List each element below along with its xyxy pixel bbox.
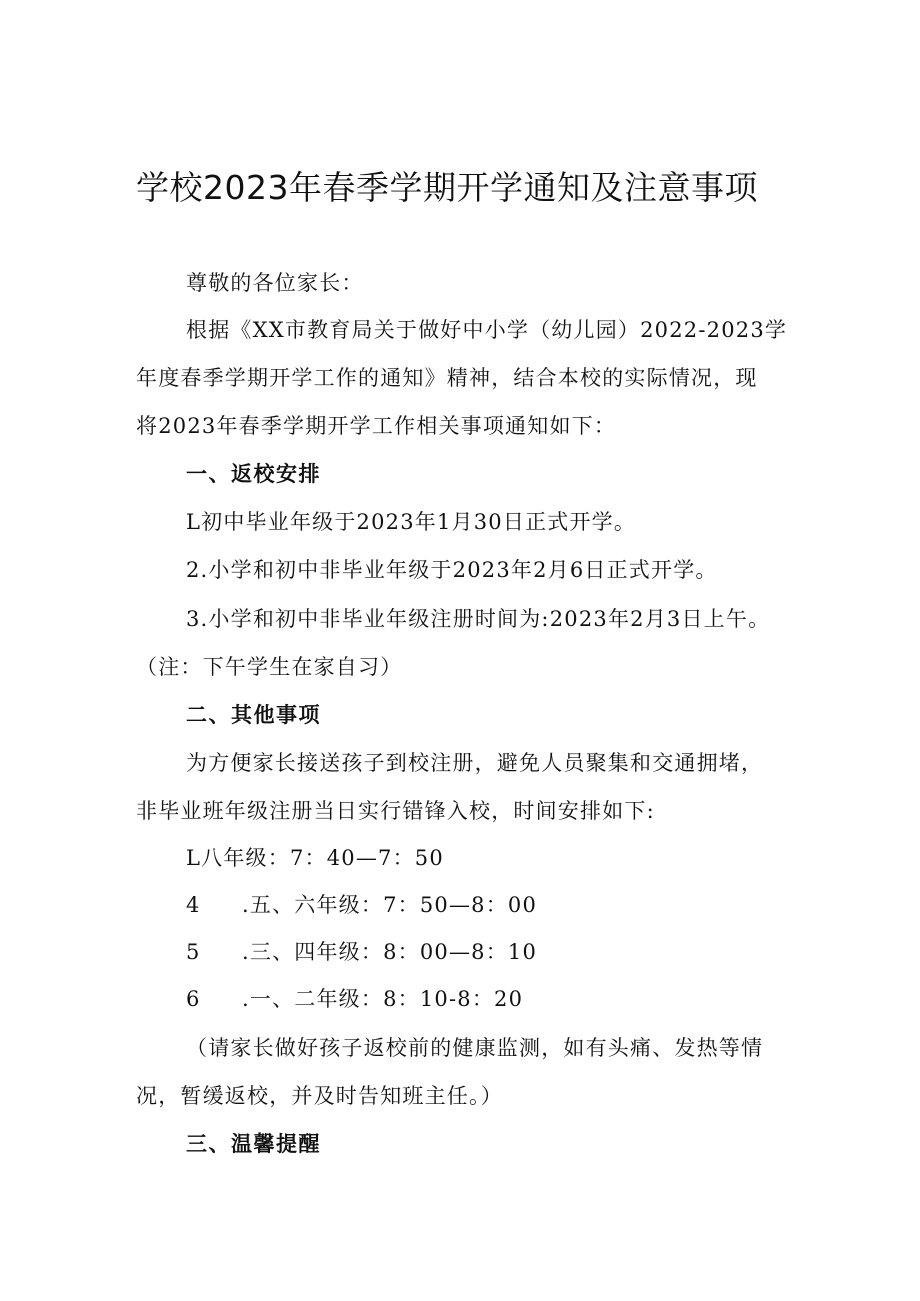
section-1-item-1: L初中毕业年级于2023年1月30日正式开学。: [186, 510, 637, 534]
schedule-item-4: .一、二年级：8：10-8：20: [242, 987, 524, 1011]
schedule-item-4-number: 6: [186, 987, 200, 1011]
section-1-item-2: 2.小学和初中非毕业年级于2023年2月6日正式开学。: [186, 558, 718, 582]
section-1-item-3-note: （注：下午学生在家自习）: [136, 655, 403, 679]
health-note-line-1: （请家长做好孩子返校前的健康监测，如有头痛、发热等情: [186, 1036, 764, 1060]
schedule-item-2-number: 4: [186, 893, 200, 917]
section-2-para-line-1: 为方便家长接送孩子到校注册，避免人员聚集和交通拥堵，: [186, 751, 764, 775]
section-3-heading: 三、温馨提醒: [186, 1132, 321, 1156]
section-1-item-3: 3.小学和初中非毕业年级注册时间为:2023年2月3日上午。: [186, 607, 771, 631]
section-2-para-line-2: 非毕业班年级注册当日实行错锋入校，时间安排如下:: [136, 799, 655, 823]
schedule-item-2: .五、六年级：7：50—8：00: [242, 893, 538, 917]
health-note-line-2: 况，暂缓返校，并及时告知班主任。）: [136, 1084, 503, 1108]
schedule-item-1: L八年级：7：40—7：50: [186, 846, 444, 870]
section-1-heading: 一、返校安排: [186, 462, 321, 486]
intro-line-1: 根据《XX市教育局关于做好中小学（幼儿园）2022-2023学: [186, 318, 788, 342]
schedule-item-3: .三、四年级：8：00—8：10: [242, 940, 538, 964]
greeting: 尊敬的各位家长：: [186, 271, 364, 295]
intro-line-3: 将2023年春季学期开学工作相关事项通知如下：: [136, 414, 617, 438]
page-title: 学校2023年春季学期开学通知及注意事项: [136, 168, 758, 207]
intro-line-2: 年度春季学期开学工作的通知》精神，结合本校的实际情况，现: [136, 366, 758, 390]
section-2-heading: 二、其他事项: [186, 703, 321, 727]
schedule-item-3-number: 5: [186, 940, 200, 964]
